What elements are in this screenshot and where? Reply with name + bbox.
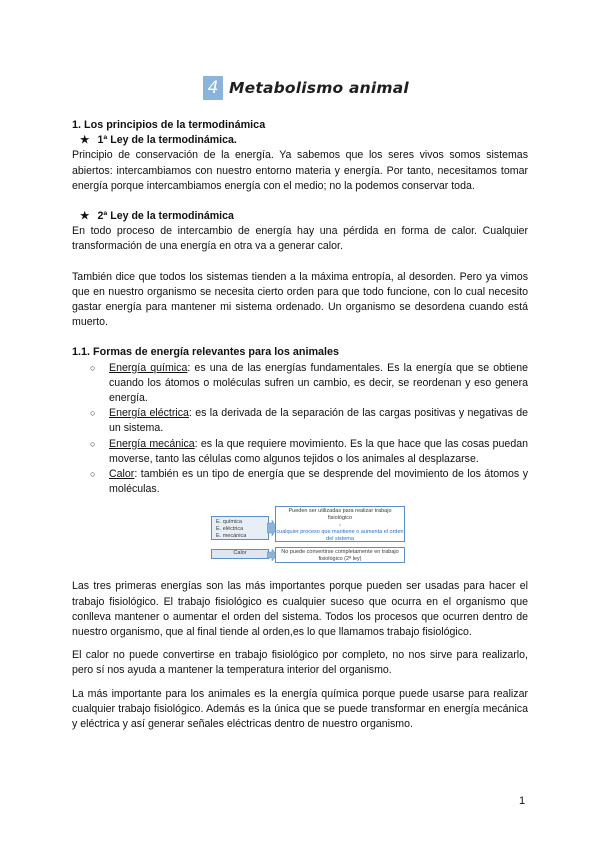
diagram-form-quimica: E. química bbox=[216, 519, 242, 526]
law2-text-2: También dice que todos los sistemas tienden a la máxima entropía, al desorden. Pero ya vimos que en nuestro organismo se necesita cierto orden para que todo funcione, con lo cual necesito gastar energía para mantener mi sistema ordenado. Un organismo se desordena cuando está muerto. bbox=[72, 270, 528, 329]
chapter-header bbox=[203, 76, 409, 100]
page-number: 1 bbox=[519, 795, 526, 807]
diagram-work-line2: cualquier proceso que mantiene o aumenta el orden del sistema bbox=[276, 529, 404, 543]
list-item-text: : es la que requiere movimiento. Es la que hace que las cosas puedan moverse, tanto las células como algunos tejidos o los animales al desplazarse. bbox=[109, 437, 528, 465]
list-item bbox=[72, 467, 528, 497]
term-energia-quimica: Energía química bbox=[109, 361, 188, 374]
section-heading-1: 1. Los principios de la termodinámica bbox=[72, 119, 266, 131]
diagram-calor-box: Calor bbox=[211, 549, 269, 559]
list-item bbox=[72, 361, 528, 407]
diagram-forms-box bbox=[211, 516, 269, 540]
term-energia-electrica: Energía eléctrica bbox=[109, 407, 189, 420]
diagram-work-line1: Pueden ser utilizadas para realizar trabajo fisiológico bbox=[288, 508, 392, 522]
law2-text-1: En todo proceso de intercambio de energía hay una pérdida en forma de calor. Cualquier transformación de una energía en otra va a generar calor. bbox=[72, 225, 528, 253]
paragraph-trabajo-fisiologico: Las tres primeras energías son las más importantes porque pueden ser usadas para hacer el trabajo fisiológico. El trabajo fisiológico es cualquier suceso que ocurra en el organismo que conlleva mantener o aumentar el orden del sistema. Todos los procesos que ocurren dentro de nuestro organismo, que al final tiende al orden,es lo que llamamos trabajo fisiológico. bbox=[72, 580, 528, 639]
circle-bullet-icon: ○ bbox=[90, 438, 96, 449]
term-energia-mecanica: Energía mecánica bbox=[109, 437, 195, 450]
law1-text: Principio de conservación de la energía. Ya sabemos que los seres vivos somos sistemas abiertos: intercambiamos con nuestro entorno materia y energía. Por tanto, necesitamos tomar energía porque intercambiamos energía con el medio; no la podemos conservar toda. bbox=[72, 149, 528, 192]
chapter-number-badge: 4 bbox=[203, 76, 223, 100]
circle-bullet-icon: ○ bbox=[90, 408, 96, 419]
arrow-down-icon: ↓ bbox=[338, 522, 342, 529]
energy-forms-list bbox=[72, 361, 528, 498]
list-item-text: : es una de las energías fundamentales. Es la energía que se obtiene cuando los átomos o moléculas sufren un cambio, es decir, se reordenan y eso genera energía. bbox=[109, 361, 528, 405]
list-item bbox=[72, 437, 528, 467]
chapter-title: Metabolismo animal bbox=[229, 79, 409, 97]
circle-bullet-icon: ○ bbox=[90, 362, 96, 373]
law1-heading-text: 1ª Ley de la termodinámica. bbox=[97, 134, 237, 147]
law2-heading bbox=[80, 209, 528, 224]
paragraph-calor: El calor no puede convertirse en trabajo fisiológico por completo, no nos sirve para realizarlo, pero sí nos ayuda a mantener la temperatura interior del organismo. bbox=[72, 649, 528, 677]
star-icon: ★ bbox=[80, 210, 90, 223]
diagram-heat-box: No puede convertirse completamente en trabajo fisiológico (2ª ley) bbox=[275, 547, 405, 563]
star-icon: ★ bbox=[80, 134, 90, 147]
diagram-form-electrica: E. eléctrica bbox=[216, 526, 244, 533]
law2-heading-text: 2ª Ley de la termodinámica bbox=[97, 210, 234, 223]
diagram-work-box bbox=[275, 506, 405, 542]
energy-diagram bbox=[72, 505, 528, 573]
content-body bbox=[72, 118, 528, 732]
law1-heading bbox=[80, 133, 528, 148]
term-calor: Calor bbox=[109, 468, 135, 481]
list-item-text: : es la derivada de la separación de las cargas positivas y negativas de un sistema. bbox=[109, 407, 529, 435]
list-item bbox=[72, 406, 528, 436]
section-heading-1-1: 1.1. Formas de energía relevantes para los animales bbox=[72, 346, 340, 359]
paragraph-energia-quimica: La más importante para los animales es la energía química porque puede usarse para realizar cualquier trabajo fisiológico. Además es la única que se puede transformar en energía mecánica y eléctrica y así generar señales eléctricas dentro de nuestro organismo. bbox=[72, 687, 528, 731]
list-item-text: : también es un tipo de energía que se desprende del movimiento de los átomos y moléculas. bbox=[109, 468, 528, 496]
circle-bullet-icon: ○ bbox=[90, 469, 96, 480]
diagram-form-mecanica: E. mecánica bbox=[216, 533, 247, 540]
